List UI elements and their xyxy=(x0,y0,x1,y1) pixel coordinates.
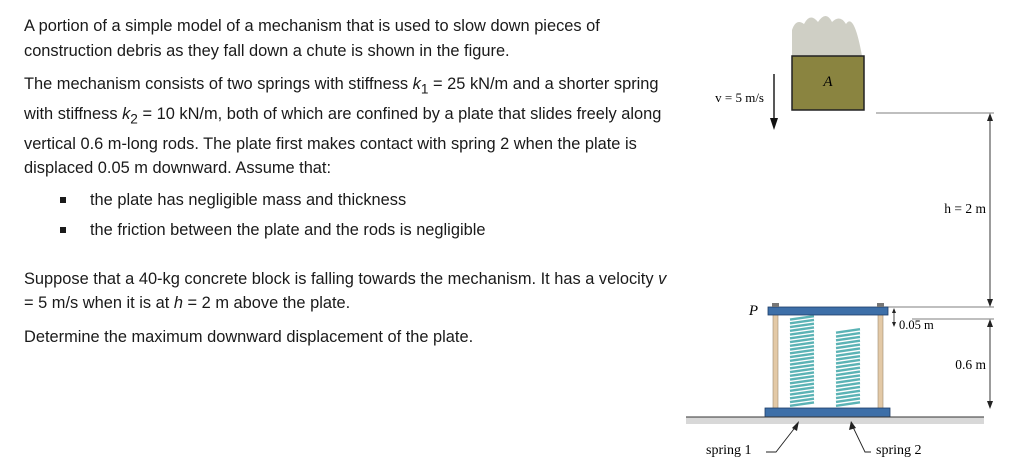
question-paragraph: Determine the maximum downward displacement of the plate. xyxy=(24,327,474,346)
h-arrow-top xyxy=(987,113,993,121)
block-text-a: Suppose that a 40-kg concrete block is falling towards the mechanism. It has a velocity xyxy=(24,269,659,288)
rod-arrow-bottom xyxy=(987,401,993,409)
plate-label: P xyxy=(748,303,758,319)
dust-cloud xyxy=(792,16,862,56)
k2-subscript: 2 xyxy=(130,111,138,127)
k1-symbol: k xyxy=(412,75,421,93)
left-rod xyxy=(773,312,778,410)
assumption-text: the plate has negligible mass and thickness xyxy=(90,190,407,209)
spring-2-label: spring 2 xyxy=(876,443,922,458)
block-text-b: = 5 m/s when it is at xyxy=(24,294,174,313)
bullet-square-icon xyxy=(60,197,66,203)
plate-left-cap xyxy=(772,303,779,307)
mechanism-paragraph xyxy=(24,72,674,181)
problem-text xyxy=(24,14,674,349)
k2-symbol: k xyxy=(122,104,131,123)
bullet-square-icon xyxy=(60,227,66,233)
block-a-label: A xyxy=(823,74,833,90)
base-plate xyxy=(765,408,890,417)
spring-1-leader xyxy=(766,425,797,452)
mechanism-text-c: = 10 kN/m, both of which are confined by a plate that slides freely along vertical 0.6 m-long rods. The plate first makes contact with spring 2 when the plate is displaced 0.05 m downward. Assume that: xyxy=(24,104,662,178)
ground xyxy=(686,417,984,424)
rod-arrow-top xyxy=(987,319,993,327)
h-arrow-bottom xyxy=(987,299,993,307)
mechanism-text-b: = 25 kN/m and a shorter spring with stiffness xyxy=(24,75,659,123)
k1-subscript: 1 xyxy=(420,81,429,97)
rod-length-label: 0.6 m xyxy=(955,357,986,372)
plate-right-cap xyxy=(877,303,884,307)
plate-p xyxy=(768,307,888,315)
gap-arrow-bottom xyxy=(892,322,896,327)
block-paragraph xyxy=(24,267,674,316)
assumption-item xyxy=(24,185,674,215)
right-rod xyxy=(878,312,883,410)
assumption-text: the friction between the plate and the rods is negligible xyxy=(90,220,486,239)
spring-1-label: spring 1 xyxy=(706,443,752,458)
v-symbol: v xyxy=(658,269,667,288)
h-label: h = 2 m xyxy=(944,201,986,216)
spring-2-leader xyxy=(852,425,871,452)
intro-paragraph: A portion of a simple model of a mechanism that is used to slow down pieces of construction debris as they fall down a chute is shown in the figure. xyxy=(24,17,600,60)
block-text-c: = 2 m above the plate. xyxy=(182,294,351,313)
assumption-item xyxy=(24,215,674,245)
velocity-arrowhead xyxy=(770,118,778,130)
assumption-list xyxy=(24,185,674,245)
h-symbol: h xyxy=(173,294,183,313)
velocity-label: v = 5 m/s xyxy=(715,90,764,105)
mechanism-figure xyxy=(680,0,1024,470)
mechanism-text-a: The mechanism consists of two springs with stiffness xyxy=(24,75,413,93)
gap-label: 0.05 m xyxy=(899,318,934,332)
gap-arrow-top xyxy=(892,308,896,313)
